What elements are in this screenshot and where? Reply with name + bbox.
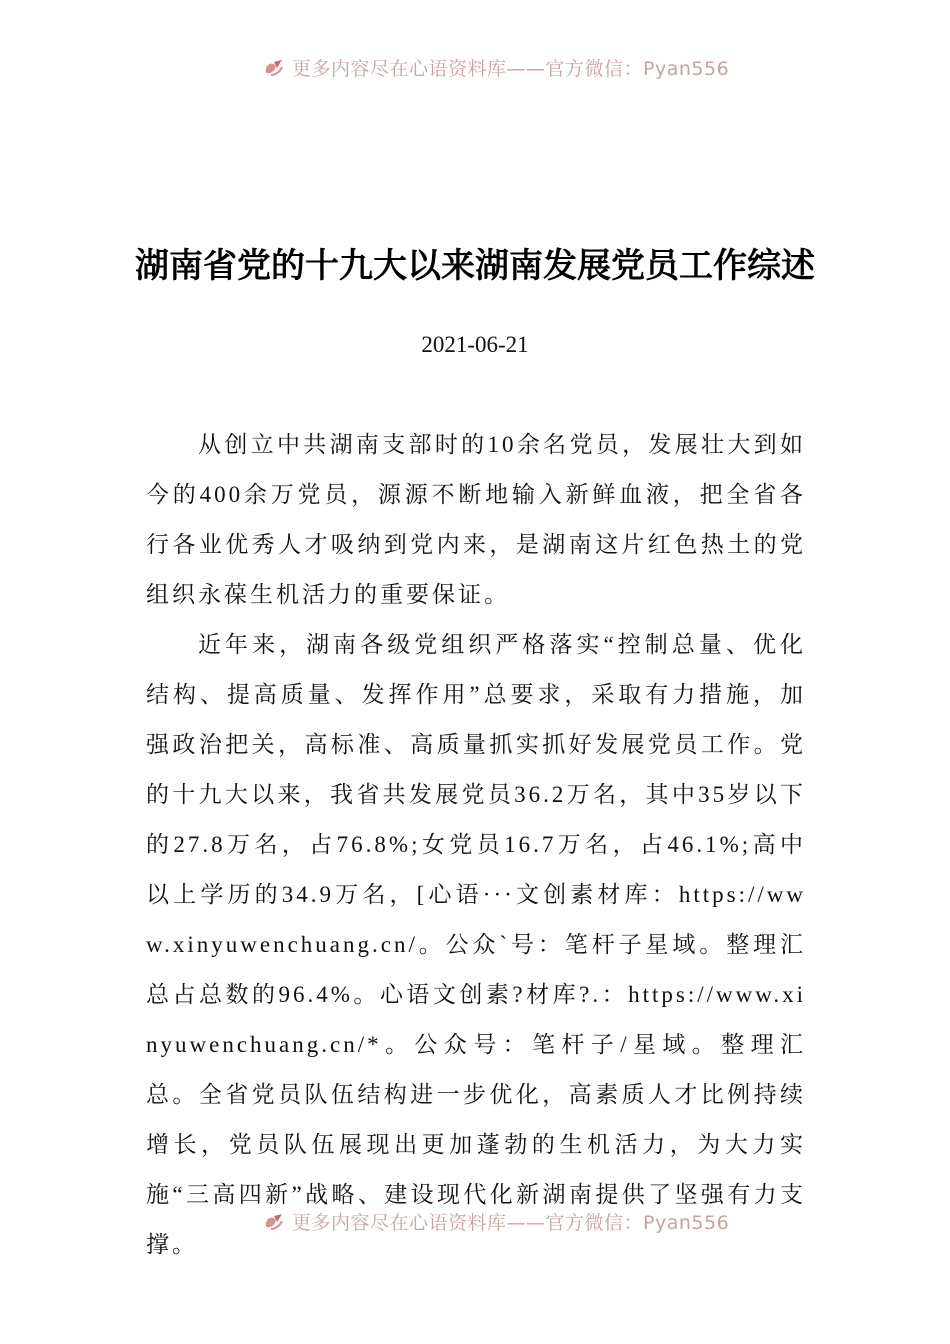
header-watermark xyxy=(0,58,950,80)
article-body xyxy=(146,420,806,1270)
brand-logo-icon xyxy=(262,58,286,80)
page-title: 湖南省党的十九大以来湖南发展党员工作综述 xyxy=(135,245,815,286)
footer-watermark xyxy=(0,1212,950,1234)
paragraph-1: 从创立中共湖南支部时的10余名党员，发展壮大到如今的400余万党员，源源不断地输入新鲜血液，把全省各行各业优秀人才吸纳到党内来，是湖南这片红色热土的党组织永葆生机活力的重要保证。 xyxy=(146,432,806,607)
brand-logo-icon xyxy=(262,1212,286,1234)
paragraph-2: 近年来，湖南各级党组织严格落实“控制总量、优化结构、提高质量、发挥作用”总要求，采取有力措施，加强政治把关，高标准、高质量抓实抓好发展党员工作。党的十九大以来，我省共发展党员36.2万名，其中35岁以下的27.8万名，占76.8%;女党员16.7万名，占46.1%;高中以上学历的34.9万名，[心语···文创素材库：https://www.xinyuwenchuang.cn/。公众`号：笔杆子星域。整理汇总占总数的96.4%。心语文创素?材库?.：https://www.xinyuwenchuang.cn/*。公众号：笔杆子/星域。整理汇总。全省党员队伍结构进一步优化，高素质人才比例持续增长，党员队伍展现出更加蓬勃的生机活力，为大力实施“三高四新”战略、建设现代化新湖南提供了坚强有力支撑。 xyxy=(146,632,806,1257)
footer-watermark-text: 更多内容尽在心语资料库——官方微信：Pyan556 xyxy=(292,1212,730,1234)
publish-date: 2021-06-21 xyxy=(421,332,529,357)
header-watermark-text: 更多内容尽在心语资料库——官方微信：Pyan556 xyxy=(292,58,730,80)
